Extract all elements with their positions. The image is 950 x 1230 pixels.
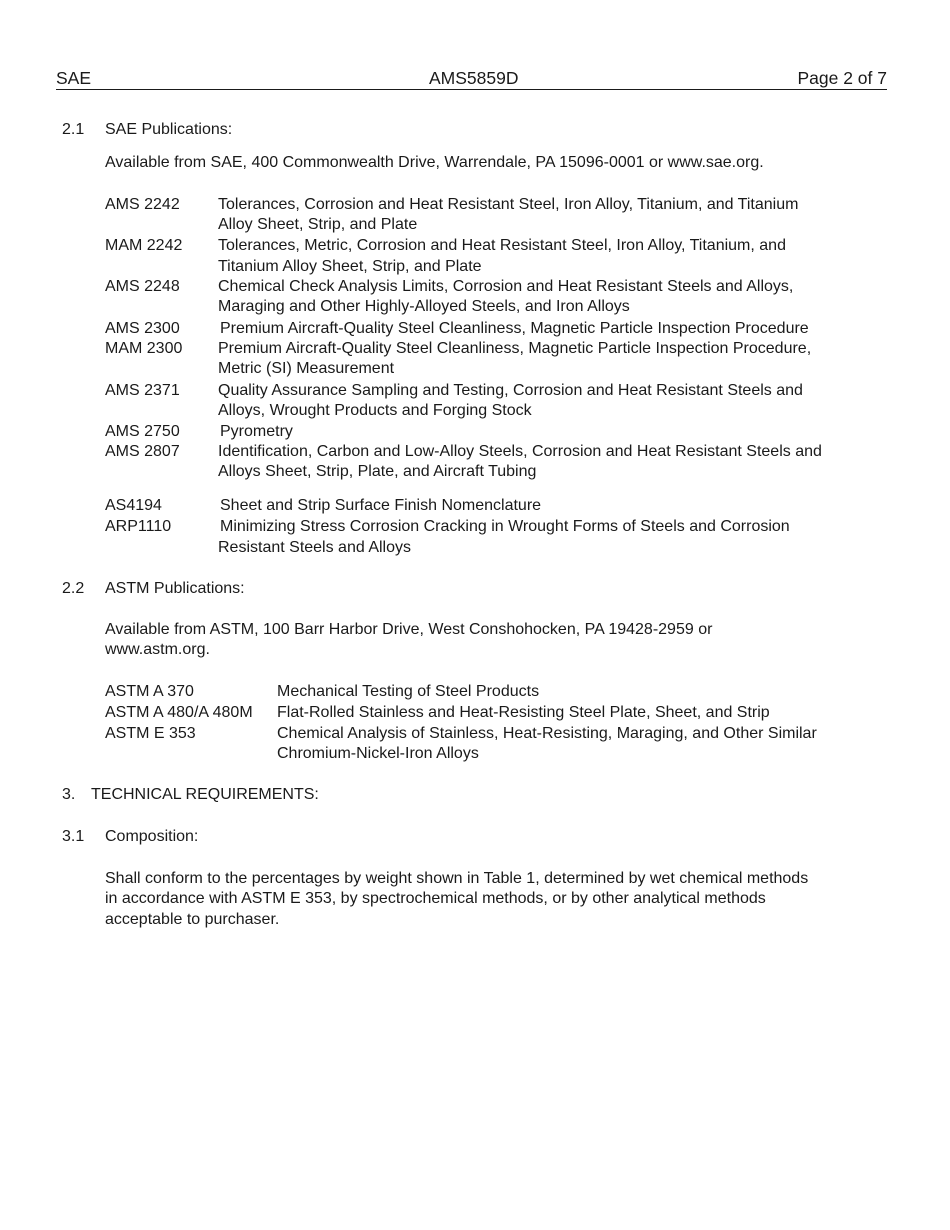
list-item-code: AMS 2248 (105, 278, 180, 295)
section-2-2-number: 2.2 (62, 580, 85, 597)
list-item-description: Chromium-Nickel-Iron Alloys (277, 745, 479, 762)
section-3-1-text: Shall conform to the percentages by weight shown in Table 1, determined by wet chemical methods (105, 870, 809, 887)
list-item-description: Identification, Carbon and Low-Alloy Steels, Corrosion and Heat Resistant Steels and (218, 443, 822, 460)
list-item-description: Premium Aircraft-Quality Steel Cleanliness, Magnetic Particle Inspection Procedure, (218, 340, 812, 357)
header-document-number: AMS5859D (429, 68, 519, 88)
section-3-1-text: acceptable to purchaser. (105, 911, 280, 928)
list-item-code: AMS 2300 (105, 320, 180, 337)
list-item-code: MAM 2242 (105, 237, 183, 254)
section-2-1-title: SAE Publications: (105, 121, 233, 138)
list-item-description: Titanium Alloy Sheet, Strip, and Plate (218, 258, 482, 275)
list-item-description: Resistant Steels and Alloys (218, 539, 411, 556)
list-item-description: Quality Assurance Sampling and Testing, Corrosion and Heat Resistant Steels and (218, 382, 803, 399)
list-item-description: Alloy Sheet, Strip, and Plate (218, 216, 418, 233)
header-page-number: Page 2 of 7 (797, 68, 887, 88)
list-item-code: AMS 2371 (105, 382, 180, 399)
list-item-code: AS4194 (105, 497, 162, 514)
list-item-code: AMS 2242 (105, 196, 180, 213)
list-item-code: ASTM E 353 (105, 725, 196, 742)
section-2-1-availability: Available from SAE, 400 Commonwealth Drive, Warrendale, PA 15096-0001 or www.sae.org. (105, 154, 764, 171)
list-item-description: Metric (SI) Measurement (218, 360, 395, 377)
section-3-1-title: Composition: (105, 828, 199, 845)
list-item-description: Tolerances, Metric, Corrosion and Heat Resistant Steel, Iron Alloy, Titanium, and (218, 237, 786, 254)
list-item-description: Chemical Check Analysis Limits, Corrosion and Heat Resistant Steels and Alloys, (218, 278, 794, 295)
list-item-description: Flat-Rolled Stainless and Heat-Resisting Steel Plate, Sheet, and Strip (277, 704, 770, 721)
list-item-code: AMS 2750 (105, 423, 180, 440)
list-item-code: ASTM A 480/A 480M (105, 704, 253, 721)
list-item-description: Tolerances, Corrosion and Heat Resistant Steel, Iron Alloy, Titanium, and Titanium (218, 196, 799, 213)
list-item-description: Premium Aircraft-Quality Steel Cleanliness, Magnetic Particle Inspection Procedure (220, 320, 809, 337)
list-item-code: MAM 2300 (105, 340, 183, 357)
list-item-description: Mechanical Testing of Steel Products (277, 683, 540, 700)
section-3-number: 3. (62, 786, 76, 803)
section-3-1-text: in accordance with ASTM E 353, by spectrochemical methods, or by other analytical methods (105, 890, 766, 907)
section-2-2-availability: www.astm.org. (105, 641, 210, 658)
section-2-2-title: ASTM Publications: (105, 580, 245, 597)
section-3-1-number: 3.1 (62, 828, 85, 845)
list-item-code: AMS 2807 (105, 443, 180, 460)
list-item-code: ARP1110 (105, 518, 172, 535)
list-item-description: Alloys Sheet, Strip, Plate, and Aircraft Tubing (218, 463, 537, 480)
list-item-description: Sheet and Strip Surface Finish Nomenclature (220, 497, 542, 514)
header-organization: SAE (56, 68, 92, 88)
section-2-2-availability: Available from ASTM, 100 Barr Harbor Drive, West Conshohocken, PA 19428-2959 or (105, 621, 713, 638)
list-item-code: ASTM A 370 (105, 683, 194, 700)
list-item-description: Alloys, Wrought Products and Forging Stock (218, 402, 532, 419)
section-2-1-number: 2.1 (62, 121, 85, 138)
page-header (56, 68, 887, 90)
section-3-title: TECHNICAL REQUIREMENTS: (91, 786, 319, 803)
list-item-description: Maraging and Other Highly-Alloyed Steels, and Iron Alloys (218, 298, 630, 315)
list-item-description: Chemical Analysis of Stainless, Heat-Resisting, Maraging, and Other Similar (277, 725, 817, 742)
list-item-description: Pyrometry (220, 423, 293, 440)
list-item-description: Minimizing Stress Corrosion Cracking in Wrought Forms of Steels and Corrosion (220, 518, 790, 535)
